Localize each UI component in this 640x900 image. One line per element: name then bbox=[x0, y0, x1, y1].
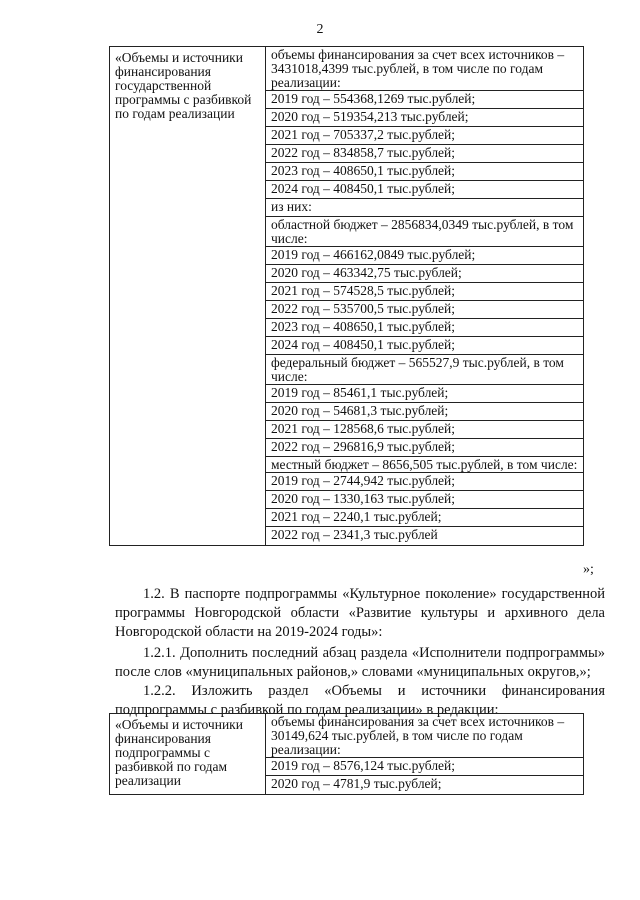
paragraph-1-2: 1.2. В паспорте подпрограммы «Культурное поколение» государственной программы Новгородской области «Развитие культуры и архивного дела Новгородской области на 2019-2024 годы»: bbox=[115, 586, 605, 640]
table1-line: федеральный бюджет – 565527,9 тыс.рублей, в том числе: bbox=[266, 355, 583, 385]
amendment-paragraphs bbox=[115, 585, 605, 720]
table1-left-cell: «Объемы и источники финансирования государственной программы с разбивкой по годам реализации bbox=[110, 47, 266, 546]
table2-left-cell: «Объемы и источники финансирования подпрограммы с разбивкой по годам реализации bbox=[110, 714, 266, 795]
table1-line: 2022 год – 296816,9 тыс.рублей; bbox=[266, 439, 583, 457]
table1-line: 2023 год – 408650,1 тыс.рублей; bbox=[266, 319, 583, 337]
table1-line: областной бюджет – 2856834,0349 тыс.рублей, в том числе: bbox=[266, 217, 583, 247]
table1-line: 2019 год – 2744,942 тыс.рублей; bbox=[266, 473, 583, 491]
table2-right-cell bbox=[266, 714, 584, 795]
table1-line: 2020 год – 54681,3 тыс.рублей; bbox=[266, 403, 583, 421]
table1-line: 2022 год – 535700,5 тыс.рублей; bbox=[266, 301, 583, 319]
table1-line: 2020 год – 1330,163 тыс.рублей; bbox=[266, 491, 583, 509]
table2-line: объемы финансирования за счет всех источников – 30149,624 тыс.рублей, в том числе по годам реализации: bbox=[266, 714, 583, 758]
table1-line: 2021 год – 705337,2 тыс.рублей; bbox=[266, 127, 583, 145]
table1-closing-quote: »; bbox=[583, 562, 594, 577]
page-number: 2 bbox=[316, 22, 324, 37]
table1-line: 2019 год – 85461,1 тыс.рублей; bbox=[266, 385, 583, 403]
table1-line: 2021 год – 2240,1 тыс.рублей; bbox=[266, 509, 583, 527]
table1-line: 2021 год – 574528,5 тыс.рублей; bbox=[266, 283, 583, 301]
table1-line: 2024 год – 408450,1 тыс.рублей; bbox=[266, 181, 583, 199]
table1-line: объемы финансирования за счет всех источников – 3431018,4399 тыс.рублей, в том числе по годам реализации: bbox=[266, 47, 583, 91]
table1-line: 2024 год – 408450,1 тыс.рублей; bbox=[266, 337, 583, 355]
paragraph-1-2-1: 1.2.1. Дополнить последний абзац раздела «Исполнители подпрограммы» после слов «муниципальных районов,» словами «муниципальных округов,»; bbox=[115, 645, 605, 680]
table1-line: из них: bbox=[266, 199, 583, 217]
table1-line: 2020 год – 463342,75 тыс.рублей; bbox=[266, 265, 583, 283]
table1-line: 2019 год – 554368,1269 тыс.рублей; bbox=[266, 91, 583, 109]
table1-line: 2020 год – 519354,213 тыс.рублей; bbox=[266, 109, 583, 127]
financing-table-subprogram bbox=[109, 713, 584, 795]
table1-right-cell bbox=[266, 47, 584, 546]
table1-line: 2022 год – 834858,7 тыс.рублей; bbox=[266, 145, 583, 163]
table1-line: 2021 год – 128568,6 тыс.рублей; bbox=[266, 421, 583, 439]
table1-line: 2019 год – 466162,0849 тыс.рублей; bbox=[266, 247, 583, 265]
table2-line: 2020 год – 4781,9 тыс.рублей; bbox=[271, 776, 442, 791]
paragraph-1-2-2: 1.2.2. Изложить раздел «Объемы и источники финансирования подпрограммы с разбивкой по годам реализации» в редакции: bbox=[115, 683, 605, 718]
table1-line: местный бюджет – 8656,505 тыс.рублей, в том числе: bbox=[266, 457, 583, 473]
table2-line: 2019 год – 8576,124 тыс.рублей; bbox=[266, 758, 583, 776]
table1-line: 2022 год – 2341,3 тыс.рублей bbox=[271, 527, 438, 542]
table1-line: 2023 год – 408650,1 тыс.рублей; bbox=[266, 163, 583, 181]
financing-table-program bbox=[109, 46, 584, 546]
